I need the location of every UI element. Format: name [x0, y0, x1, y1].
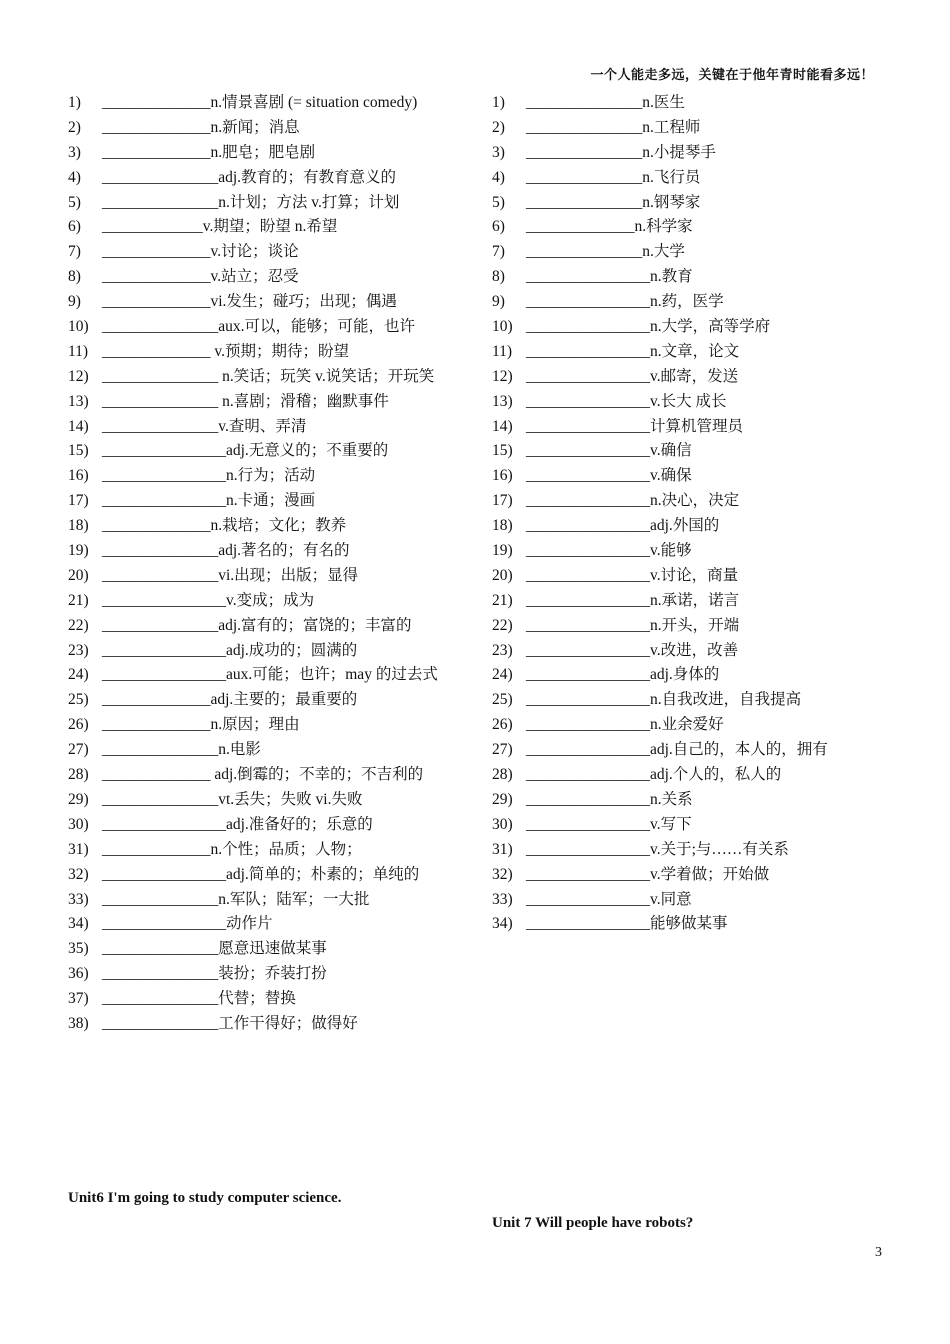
- vocab-item: [492, 738, 882, 763]
- item-number: 30): [68, 815, 89, 833]
- item-number: 31): [492, 840, 513, 858]
- vocab-item: [68, 813, 478, 838]
- item-number: 26): [68, 716, 89, 734]
- item-number: 25): [492, 691, 513, 709]
- vocab-item: [68, 589, 478, 614]
- answer-blank[interactable]: ________________: [526, 492, 650, 510]
- item-number: 11): [492, 342, 513, 360]
- item-number: 35): [68, 940, 89, 958]
- item-number: 19): [492, 542, 513, 560]
- answer-blank[interactable]: ________________: [526, 815, 650, 833]
- answer-blank[interactable]: _______________: [102, 1014, 219, 1032]
- item-number: 20): [492, 566, 513, 584]
- answer-blank[interactable]: _______________: [526, 193, 643, 211]
- definition-text: n.钢琴家: [642, 193, 701, 211]
- item-number: 16): [68, 467, 89, 485]
- definition-text: adj.个人的，私人的: [650, 766, 782, 784]
- right-vocab-list: [492, 91, 882, 937]
- definition-text: n.决心，决定: [650, 492, 740, 510]
- definition-text: n.工程师: [642, 118, 701, 136]
- answer-blank[interactable]: ________________: [526, 367, 650, 385]
- vocab-item: [68, 539, 478, 564]
- answer-blank[interactable]: ________________: [526, 691, 650, 709]
- answer-blank[interactable]: _______________: [102, 417, 219, 435]
- answer-blank[interactable]: _______________: [526, 94, 643, 111]
- definition-text: v.学着做；开始做: [650, 865, 770, 883]
- vocab-item: [68, 415, 478, 440]
- item-number: 32): [492, 865, 513, 883]
- vocab-item: [68, 1012, 478, 1037]
- definition-text: v.预期；期待；盼望: [214, 342, 349, 360]
- item-number: 30): [492, 815, 513, 833]
- definition-text: n.栽培；文化；教养: [210, 517, 347, 535]
- answer-blank[interactable]: _____________: [102, 218, 203, 236]
- definition-text: v.邮寄，发送: [650, 367, 739, 385]
- item-number: 29): [492, 790, 513, 808]
- answer-blank[interactable]: _______________: [526, 168, 643, 186]
- answer-blank[interactable]: _______________: [526, 243, 643, 261]
- item-number: 23): [492, 641, 513, 659]
- item-number: 21): [68, 591, 89, 609]
- definition-text: n.原因；理由: [210, 716, 300, 734]
- answer-blank[interactable]: ________________: [526, 865, 650, 883]
- vocab-item: [492, 589, 882, 614]
- vocab-item: [492, 464, 882, 489]
- definition-text: adj.自己的，本人的，拥有: [650, 741, 828, 759]
- item-number: 26): [492, 716, 513, 734]
- answer-blank[interactable]: ________________: [526, 616, 650, 634]
- item-number: 24): [68, 666, 89, 684]
- item-number: 17): [492, 492, 513, 510]
- item-number: 13): [492, 392, 513, 410]
- motto-header: 一个人能走多远，关键在于他年青时能看多远！: [590, 67, 874, 82]
- answer-blank[interactable]: _______________: [102, 566, 219, 584]
- definition-text: aux.可能；也许；may 的过去式: [226, 666, 438, 684]
- vocab-item: [68, 340, 478, 365]
- vocab-item: [68, 390, 478, 415]
- answer-blank[interactable]: ________________: [102, 442, 226, 460]
- answer-blank[interactable]: ________________: [526, 890, 650, 908]
- item-number: 5): [492, 193, 505, 211]
- answer-blank[interactable]: ________________: [526, 591, 650, 609]
- definition-text: aux.可以，能够；可能，也许: [218, 318, 416, 336]
- definition-text: 工作干得好；做得好: [218, 1014, 358, 1032]
- vocab-item: [68, 912, 478, 937]
- answer-blank[interactable]: ________________: [526, 442, 650, 460]
- item-number: 6): [68, 218, 81, 236]
- answer-blank[interactable]: ______________: [102, 94, 211, 111]
- vocab-item: [68, 788, 478, 813]
- definition-text: vt.丢失；失败 vi.失败: [218, 790, 363, 808]
- item-number: 34): [68, 915, 89, 933]
- vocab-item: [68, 962, 478, 987]
- item-number: 22): [68, 616, 89, 634]
- definition-text: v.站立；忍受: [210, 268, 299, 286]
- definition-text: n.军队；陆军；一大批: [218, 890, 370, 908]
- definition-text: v.写下: [650, 815, 692, 833]
- definition-text: n.行为；活动: [226, 467, 316, 485]
- answer-blank[interactable]: ________________: [102, 666, 226, 684]
- item-number: 32): [68, 865, 89, 883]
- vocab-item: [492, 888, 882, 913]
- item-number: 28): [68, 766, 89, 784]
- item-number: 2): [68, 118, 81, 136]
- vocab-item: [492, 265, 882, 290]
- definition-text: adj.著名的；有名的: [218, 542, 350, 560]
- answer-blank[interactable]: ________________: [526, 641, 650, 659]
- item-number: 28): [492, 766, 513, 784]
- definition-text: n.个性；品质；人物；: [210, 840, 362, 858]
- vocab-item: [68, 141, 478, 166]
- answer-blank[interactable]: ________________: [526, 716, 650, 734]
- item-number: 31): [68, 840, 89, 858]
- vocab-item: [492, 564, 882, 589]
- definition-text: n.科学家: [634, 218, 693, 236]
- answer-blank[interactable]: ______________: [102, 517, 211, 535]
- answer-blank[interactable]: _______________: [102, 367, 223, 385]
- vocab-item: [492, 91, 882, 116]
- vocab-item: [492, 813, 882, 838]
- vocab-item: [492, 315, 882, 340]
- vocab-item: [492, 489, 882, 514]
- vocab-item: [68, 439, 478, 464]
- definition-text: n.医生: [642, 94, 685, 111]
- item-number: 20): [68, 566, 89, 584]
- vocab-item: [492, 290, 882, 315]
- answer-blank[interactable]: ________________: [526, 392, 650, 410]
- unit6-title: Unit6 I'm going to study computer science.: [68, 1190, 342, 1206]
- item-number: 33): [68, 890, 89, 908]
- item-number: 4): [68, 168, 81, 186]
- definition-text: n.新闻；消息: [210, 118, 300, 136]
- vocab-item: [492, 240, 882, 265]
- item-number: 25): [68, 691, 89, 709]
- definition-text: 愿意迅速做某事: [218, 940, 327, 958]
- definition-text: adj.外国的: [650, 517, 720, 535]
- item-number: 16): [492, 467, 513, 485]
- answer-blank[interactable]: ________________: [526, 417, 650, 435]
- vocab-item: [492, 663, 882, 688]
- item-number: 21): [492, 591, 513, 609]
- answer-blank[interactable]: ________________: [526, 467, 650, 485]
- answer-blank[interactable]: ______________: [102, 293, 211, 311]
- answer-blank[interactable]: ______________: [102, 840, 211, 858]
- vocab-item: [68, 166, 478, 191]
- definition-text: adj.富有的；富饶的；丰富的: [218, 616, 412, 634]
- definition-text: v.期望；盼望 n.希望: [202, 218, 338, 236]
- item-number: 7): [68, 243, 81, 261]
- vocab-item: [492, 514, 882, 539]
- vocab-item: [492, 788, 882, 813]
- definition-text: v.讨论，商量: [650, 566, 739, 584]
- answer-blank[interactable]: ________________: [526, 293, 650, 311]
- definition-text: 代替；替换: [218, 990, 296, 1008]
- answer-blank[interactable]: ______________: [102, 243, 211, 261]
- vocab-item: [492, 141, 882, 166]
- definition-text: v.长大 成长: [650, 392, 727, 410]
- item-number: 23): [68, 641, 89, 659]
- answer-blank[interactable]: ________________: [102, 865, 226, 883]
- answer-blank[interactable]: _______________: [102, 940, 219, 958]
- item-number: 17): [68, 492, 89, 510]
- definition-text: v.确保: [650, 467, 692, 485]
- item-number: 14): [492, 417, 513, 435]
- answer-blank[interactable]: _______________: [102, 965, 219, 983]
- answer-blank[interactable]: ________________: [102, 915, 226, 933]
- definition-text: n.业余爱好: [650, 716, 724, 734]
- item-number: 15): [492, 442, 513, 460]
- answer-blank[interactable]: ______________: [102, 716, 211, 734]
- item-number: 27): [492, 741, 513, 759]
- definition-text: adj.准备好的；乐意的: [226, 815, 373, 833]
- definition-text: n.笑话；玩笑 v.说笑话；开玩笑: [222, 367, 435, 385]
- definition-text: n.小提琴手: [642, 143, 716, 161]
- vocab-item: [68, 614, 478, 639]
- definition-text: n.大学，高等学府: [650, 318, 771, 336]
- answer-blank[interactable]: ______________: [102, 342, 215, 360]
- vocab-item: [68, 191, 478, 216]
- answer-blank[interactable]: ________________: [526, 741, 650, 759]
- vocab-item: [68, 639, 478, 664]
- item-number: 4): [492, 168, 505, 186]
- definition-text: v.确信: [650, 442, 692, 460]
- answer-blank[interactable]: ________________: [526, 790, 650, 808]
- item-number: 12): [68, 367, 89, 385]
- item-number: 18): [68, 517, 89, 535]
- item-number: 7): [492, 243, 505, 261]
- vocab-item: [492, 191, 882, 216]
- item-number: 2): [492, 118, 505, 136]
- answer-blank[interactable]: ________________: [526, 318, 650, 336]
- answer-blank[interactable]: _______________: [102, 168, 219, 186]
- answer-blank[interactable]: ________________: [526, 915, 650, 933]
- vocab-item: [492, 763, 882, 788]
- item-number: 9): [68, 293, 81, 311]
- item-number: 8): [68, 268, 81, 286]
- vocab-item: [68, 290, 478, 315]
- vocab-item: [492, 390, 882, 415]
- vocab-item: [68, 514, 478, 539]
- answer-blank[interactable]: ______________: [526, 218, 635, 236]
- item-number: 27): [68, 741, 89, 759]
- vocab-item: [68, 763, 478, 788]
- vocab-item: [68, 240, 478, 265]
- answer-blank[interactable]: ________________: [526, 268, 650, 286]
- vocab-item: [68, 564, 478, 589]
- definition-text: adj.主要的；最重要的: [210, 691, 358, 709]
- definition-text: v.能够: [650, 542, 692, 560]
- answer-blank[interactable]: ________________: [526, 666, 650, 684]
- definition-text: n.开头，开端: [650, 616, 740, 634]
- answer-blank[interactable]: ________________: [526, 840, 650, 858]
- definition-text: adj.成功的；圆满的: [226, 641, 358, 659]
- item-number: 3): [492, 143, 505, 161]
- item-number: 1): [68, 94, 81, 111]
- definition-text: adj.倒霉的；不幸的；不吉利的: [214, 766, 424, 784]
- answer-blank[interactable]: ________________: [102, 467, 226, 485]
- answer-blank[interactable]: _______________: [102, 741, 219, 759]
- answer-blank[interactable]: ______________: [102, 118, 211, 136]
- item-number: 19): [68, 542, 89, 560]
- item-number: 10): [492, 318, 513, 336]
- definition-text: vi.发生；碰巧；出现；偶遇: [210, 293, 397, 311]
- vocab-item: [492, 166, 882, 191]
- answer-blank[interactable]: ________________: [102, 591, 226, 609]
- item-number: 22): [492, 616, 513, 634]
- definition-text: adj.简单的；朴素的；单纯的: [226, 865, 420, 883]
- answer-blank[interactable]: ________________: [102, 492, 226, 510]
- definition-text: v.改进，改善: [650, 641, 739, 659]
- vocab-item: [68, 713, 478, 738]
- vocab-item: [492, 116, 882, 141]
- definition-text: adj.无意义的；不重要的: [226, 442, 389, 460]
- item-number: 5): [68, 193, 81, 211]
- item-number: 37): [68, 990, 89, 1008]
- item-number: 24): [492, 666, 513, 684]
- item-number: 13): [68, 392, 89, 410]
- definition-text: n.大学: [642, 243, 685, 261]
- answer-blank[interactable]: ________________: [526, 766, 650, 784]
- item-number: 1): [492, 94, 505, 111]
- definition-text: n.文章，论文: [650, 342, 740, 360]
- item-number: 9): [492, 293, 505, 311]
- answer-blank[interactable]: _______________: [102, 616, 219, 634]
- item-number: 14): [68, 417, 89, 435]
- answer-blank[interactable]: ______________: [102, 143, 211, 161]
- answer-blank[interactable]: _______________: [102, 392, 223, 410]
- item-number: 12): [492, 367, 513, 385]
- vocab-item: [492, 838, 882, 863]
- definition-text: 动作片: [226, 915, 273, 933]
- page-number: 3: [875, 1245, 882, 1260]
- answer-blank[interactable]: ________________: [526, 342, 650, 360]
- vocab-item: [68, 888, 478, 913]
- vocab-item: [492, 365, 882, 390]
- answer-blank[interactable]: ________________: [102, 815, 226, 833]
- vocab-item: [68, 489, 478, 514]
- definition-text: n.喜剧；滑稽；幽默事件: [222, 392, 389, 410]
- definition-text: n.卡通；漫画: [226, 492, 316, 510]
- vocab-item: [68, 91, 478, 116]
- unit7-title: Unit 7 Will people have robots?: [492, 1215, 694, 1231]
- definition-text: n.肥皂；肥皂剧: [210, 143, 316, 161]
- vocab-item: [492, 614, 882, 639]
- item-number: 10): [68, 318, 89, 336]
- definition-text: v.讨论；谈论: [210, 243, 299, 261]
- definition-text: 装扮；乔装打扮: [218, 965, 327, 983]
- item-number: 33): [492, 890, 513, 908]
- answer-blank[interactable]: _______________: [526, 143, 643, 161]
- vocab-item: [68, 863, 478, 888]
- vocab-item: [68, 838, 478, 863]
- vocab-item: [68, 315, 478, 340]
- vocab-item: [492, 415, 882, 440]
- item-number: 6): [492, 218, 505, 236]
- vocab-item: [68, 215, 478, 240]
- answer-blank[interactable]: ________________: [526, 517, 650, 535]
- answer-blank[interactable]: _______________: [102, 890, 219, 908]
- definition-text: n.飞行员: [642, 168, 701, 186]
- definition-text: v.查明、弄清: [218, 417, 307, 435]
- definition-text: adj.身体的: [650, 666, 720, 684]
- vocab-item: [68, 116, 478, 141]
- answer-blank[interactable]: _______________: [526, 118, 643, 136]
- definition-text: n.药，医学: [650, 293, 724, 311]
- answer-blank[interactable]: _______________: [102, 542, 219, 560]
- item-number: 29): [68, 790, 89, 808]
- answer-blank[interactable]: ______________: [102, 766, 215, 784]
- definition-text: n.情景喜剧 (= situation comedy): [210, 94, 418, 111]
- definition-text: n.教育: [650, 268, 693, 286]
- definition-text: n.承诺，诺言: [650, 591, 740, 609]
- vocab-item: [68, 738, 478, 763]
- item-number: 3): [68, 143, 81, 161]
- definition-text: v.同意: [650, 890, 692, 908]
- item-number: 36): [68, 965, 89, 983]
- vocab-item: [492, 713, 882, 738]
- answer-blank[interactable]: _______________: [102, 790, 219, 808]
- item-number: 15): [68, 442, 89, 460]
- definition-text: v.变成；成为: [226, 591, 315, 609]
- answer-blank[interactable]: ______________: [102, 691, 211, 709]
- answer-blank[interactable]: _______________: [102, 193, 219, 211]
- definition-text: n.计划；方法 v.打算；计划: [218, 193, 400, 211]
- answer-blank[interactable]: _______________: [102, 318, 219, 336]
- definition-text: n.电影: [218, 741, 261, 759]
- vocab-item: [492, 688, 882, 713]
- vocab-item: [68, 663, 478, 688]
- vocab-item: [68, 265, 478, 290]
- definition-text: adj.教育的；有教育意义的: [218, 168, 397, 186]
- answer-blank[interactable]: ________________: [526, 542, 650, 560]
- vocab-item: [492, 215, 882, 240]
- answer-blank[interactable]: _______________: [102, 990, 219, 1008]
- item-number: 18): [492, 517, 513, 535]
- definition-text: n.关系: [650, 790, 693, 808]
- answer-blank[interactable]: ______________: [102, 268, 211, 286]
- item-number: 11): [68, 342, 89, 360]
- answer-blank[interactable]: ________________: [526, 566, 650, 584]
- definition-text: v.关于;与……有关系: [650, 840, 789, 858]
- vocab-item: [492, 340, 882, 365]
- definition-text: vi.出现；出版；显得: [218, 566, 359, 584]
- vocab-item: [492, 912, 882, 937]
- item-number: 38): [68, 1014, 89, 1032]
- definition-text: 计算机管理员: [650, 417, 744, 435]
- left-vocab-list: [68, 91, 478, 1037]
- definition-text: 能够做某事: [650, 915, 728, 933]
- vocab-item: [68, 987, 478, 1012]
- item-number: 34): [492, 915, 513, 933]
- vocab-item: [68, 365, 478, 390]
- vocab-item: [492, 539, 882, 564]
- vocab-item: [492, 439, 882, 464]
- vocab-item: [492, 863, 882, 888]
- item-number: 8): [492, 268, 505, 286]
- definition-text: n.自我改进，自我提高: [650, 691, 802, 709]
- vocab-item: [492, 639, 882, 664]
- answer-blank[interactable]: ________________: [102, 641, 226, 659]
- vocab-item: [68, 688, 478, 713]
- vocab-item: [68, 464, 478, 489]
- vocab-item: [68, 937, 478, 962]
